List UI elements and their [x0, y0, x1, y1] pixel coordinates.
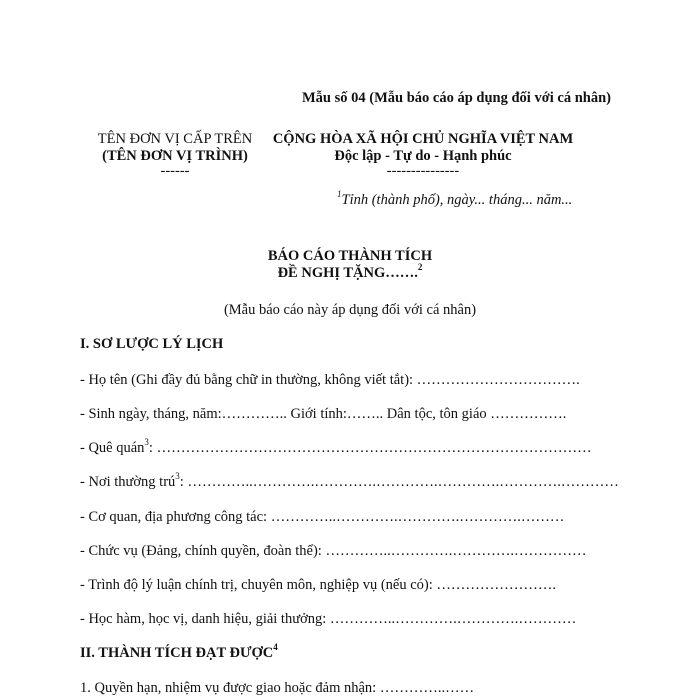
place-date-text: Tỉnh (thành phố), ngày... tháng... năm... [341, 192, 573, 208]
left-header-rule: ------ [160, 163, 190, 179]
form-code: Mẫu số 04 (Mẫu báo cáo áp dụng đối với cá nhân) [302, 90, 611, 106]
right-header-rule: --------------- [386, 163, 460, 179]
place-date [337, 189, 573, 209]
field-workplace: - Cơ quan, địa phương công tác: …………..………….………….………….……… [80, 509, 565, 525]
field-full-name: - Họ tên (Ghi đầy đủ bằng chữ in thường, không viết tắt): ……………………………. [80, 372, 580, 388]
field-position: - Chức vụ (Đảng, chính quyền, đoàn thể): …………..………….………….…………… [80, 543, 587, 559]
footnote-marker: 3 [175, 471, 180, 482]
report-title [200, 248, 500, 282]
national-motto: Độc lập - Tự do - Hạnh phúc [334, 148, 512, 164]
field-titles-awards: - Học hàm, học vị, danh hiệu, giải thưởng: …………..………….………….………… [80, 611, 577, 627]
report-title-line2: ĐỀ NGHỊ TẶNG…….$^2$ [277, 262, 423, 281]
footnote-marker: 3 [144, 437, 149, 448]
left-header [80, 131, 270, 177]
field-birth-gender-ethnicity: - Sinh ngày, tháng, năm:………….. Giới tính:…….. Dân tộc, tôn giáo ……………. [80, 406, 567, 422]
submitting-unit: (TÊN ĐƠN VỊ TRÌNH) [102, 148, 248, 164]
section1-heading: I. SƠ LƯỢC LÝ LỊCH [80, 336, 224, 352]
report-title-line1: BÁO CÁO THÀNH TÍCH [267, 248, 433, 264]
field-qualifications: - Trình độ lý luận chính trị, chuyên môn, nghiệp vụ (nếu có): ……………………. [80, 577, 557, 593]
right-header [268, 131, 578, 177]
report-subtitle: (Mẫu báo cáo này áp dụng đối với cá nhân) [223, 302, 477, 318]
field-residence: - Nơi thường trú$^3$: …………..………….………….………….………….………….………… [80, 471, 619, 490]
section2-heading: II. THÀNH TÍCH ĐẠT ĐƯỢC$^4$ [80, 642, 278, 661]
section2-item1: 1. Quyền hạn, nhiệm vụ được giao hoặc đảm nhận: …………..…… [80, 680, 475, 696]
agency-name: TÊN ĐƠN VỊ CẤP TRÊN [97, 131, 253, 147]
national-title: CỘNG HÒA XÃ HỘI CHỦ NGHĨA VIỆT NAM [272, 131, 574, 147]
field-hometown: - Quê quán$^3$: ……………………………………………………………………………… [80, 437, 592, 456]
footnote-marker: 1 [337, 189, 342, 200]
footnote-marker: 2 [417, 262, 423, 273]
footnote-marker: 4 [273, 642, 278, 653]
